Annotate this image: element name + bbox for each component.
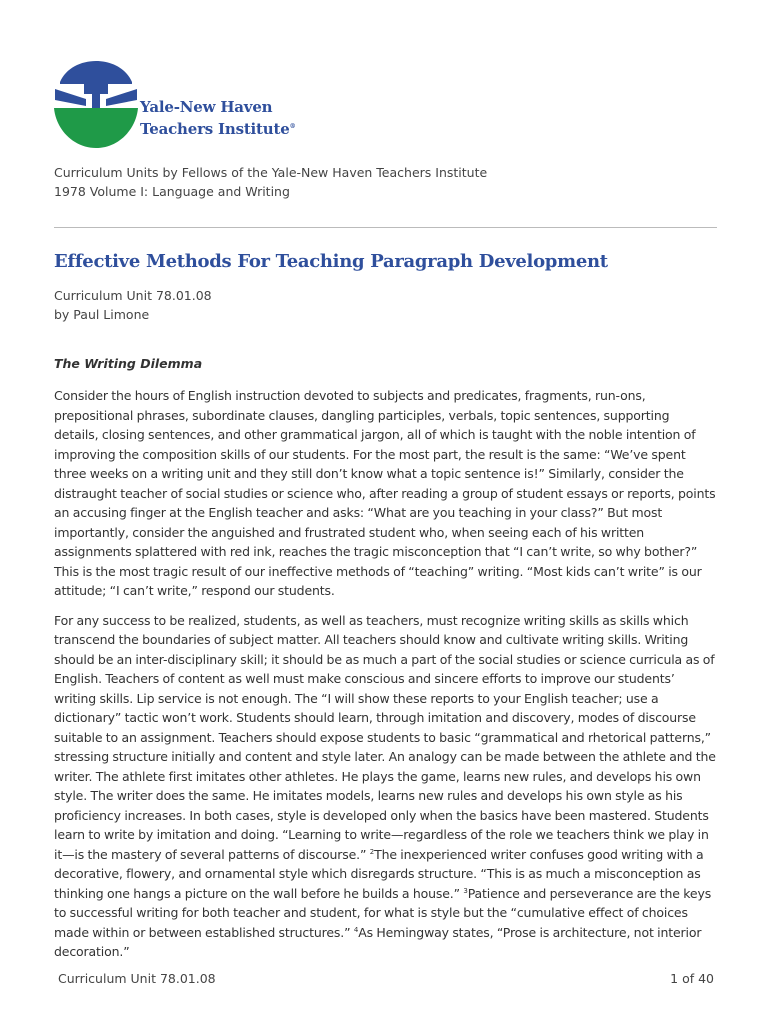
footer-unit: Curriculum Unit 78.01.08 — [58, 971, 216, 986]
header-divider — [54, 227, 717, 228]
paragraph-2-part-2: The inexperienced writer confuses good writing with a decorative, flowery, and ornamental style which disregards structure. “This is as much a misconception as thinking one hangs a picture on the wall before he builds a house.” — [54, 846, 704, 901]
paragraph-2-part-3: Patience and perseverance are the keys to successful writing for both teacher and student, for what is style but the “cumulative effect of choices made within or between established structures.” — [54, 885, 712, 940]
unit-author: by Paul Limone — [54, 307, 150, 322]
page-counter: 1 of 40 — [670, 971, 714, 986]
logo-emblem-icon — [52, 56, 140, 150]
article-body — [54, 386, 717, 972]
logo-line-1: Yale-New Haven — [140, 98, 273, 116]
footnote-ref-2[interactable]: 2 — [369, 847, 375, 856]
institute-logo[interactable] — [52, 56, 296, 150]
paragraph-2-part-4: As Hemingway states, “Prose is architecture, not interior decoration.” — [54, 924, 702, 959]
section-heading: The Writing Dilemma — [54, 356, 203, 371]
unit-number: Curriculum Unit 78.01.08 — [54, 288, 212, 303]
logo-line-2 — [140, 117, 295, 139]
series-info — [54, 163, 487, 201]
series-line-1: Curriculum Units by Fellows of the Yale-New Haven Teachers Institute — [54, 165, 488, 180]
page-title: Effective Methods For Teaching Paragraph Development — [54, 251, 608, 272]
registered-mark: ® — [289, 123, 296, 130]
paragraph-2-part-1: For any success to be realized, students, as well as teachers, must recognize writing skills as skills which transcend the boundaries of subject matter. All teachers should know and cultivate writing skills. Writing should be an inter-disciplinary skill; it should be as much a part of the social studies or science curricula as of English. Teachers of content as well must make conscious and sincere efforts to improve our students’ writing skills. Lip service is not enough. The “I will show these reports to your English teacher; use a dictionary” tactic won’t work. Students should learn, through imitation and discovery, modes of discourse suitable to an assignment. Teachers should expose students to basic “grammatical and rhetorical patterns,” stressing structure initially and content and style later. An analogy can be made between the athlete and the writer. The athlete first imitates other athletes. He plays the game, learns new rules, and develops his own style. The writer does the same. He imitates models, learns new rules and develops his own style as his proficiency increases. In both cases, style is developed only when the basics have been mastered. Students learn to write by imitation and doing. “Learning to write—regardless of the role we teachers think we play in it—is the mastery of several patterns of discourse.” — [54, 612, 716, 862]
logo-wordmark — [140, 97, 295, 139]
paragraph-1: Consider the hours of English instruction devoted to subjects and predicates, fragments, run-ons, prepositional phrases, subordinate clauses, dangling participles, verbals, topic sentences, supporting details, closing sentences, and other grammatical jargon, all of which is taught with the noble intention of improving the composition skills of our students. For the most part, the result is the same: “We’ve spent three weeks on a writing unit and they still don’t know what a topic sentence is!” Similarly, consider the distraught teacher of social studies or science who, after reading a group of student essays or reports, points an accusing finger at the English teacher and asks: “What are you teaching in your class?” But most importantly, consider the anguished and frustrated student who, when seeing each of his written assignments splattered with red ink, reaches the tragic misconception that “I can’t write, so why bother?” This is the most tragic result of our ineffective methods of “teaching” writing. “Most kids can’t write” is our attitude; “I can’t write,” respond our students. — [54, 388, 716, 598]
logo-line-2-text: Teachers Institute — [140, 120, 290, 138]
series-volume: 1978 Volume I: Language and Writing — [54, 184, 290, 199]
footnote-ref-3[interactable]: 3 — [463, 886, 468, 895]
footnote-ref-4[interactable]: 4 — [353, 925, 359, 934]
unit-meta — [54, 286, 212, 324]
paragraph-2 — [54, 611, 717, 962]
